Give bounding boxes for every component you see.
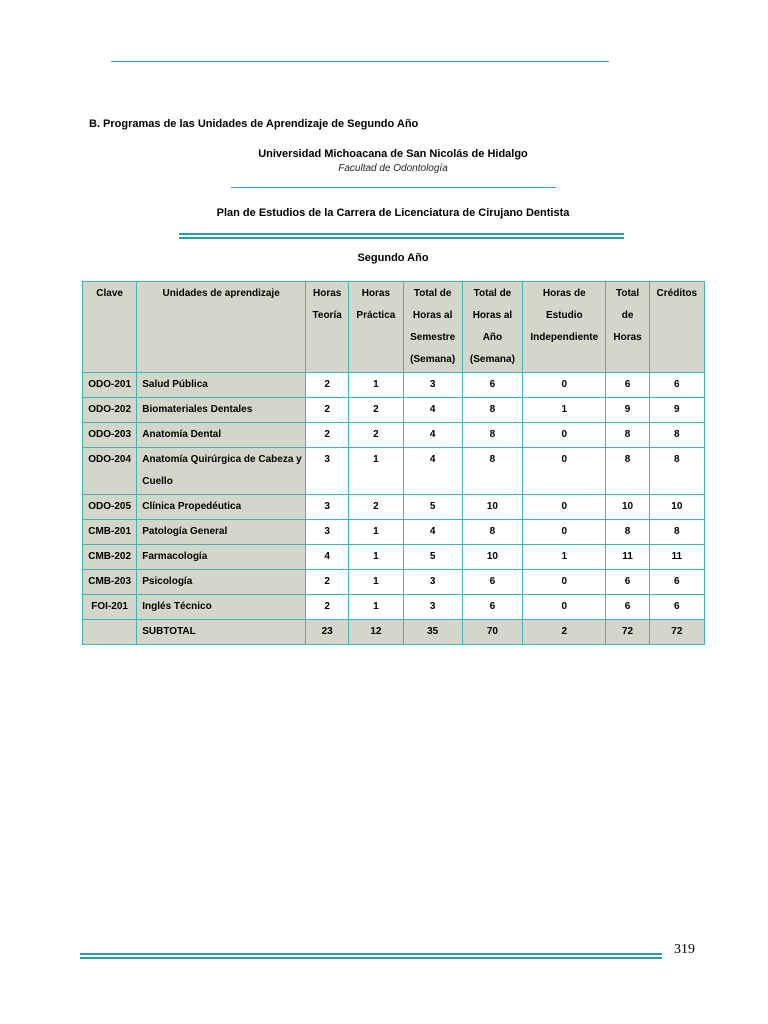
cell-unidad: Clínica Propedéutica xyxy=(137,495,306,520)
table-row xyxy=(83,570,705,595)
cell-horas-practica: 2 xyxy=(349,495,403,520)
cell-horas-practica: 2 xyxy=(349,423,403,448)
cell-clave: CMB-201 xyxy=(83,520,137,545)
cell-unidad: Inglés Técnico xyxy=(137,595,306,620)
cell-total-semestre: 3 xyxy=(403,373,462,398)
cell-creditos: 8 xyxy=(649,448,704,495)
university-name: Universidad Michoacana de San Nicolás de Hidalgo xyxy=(258,148,528,160)
cell-total-semestre: 3 xyxy=(403,570,462,595)
cell-total-horas: 10 xyxy=(606,495,649,520)
cell-horas-teoria: 3 xyxy=(306,448,349,495)
table-row xyxy=(83,398,705,423)
cell-horas-practica: 2 xyxy=(349,398,403,423)
cell-clave: ODO-204 xyxy=(83,448,137,495)
cell-total-semestre: 4 xyxy=(403,423,462,448)
cell-clave: CMB-202 xyxy=(83,545,137,570)
year-title: Segundo Año xyxy=(357,252,429,264)
table-row xyxy=(83,545,705,570)
cell-horas-practica: 1 xyxy=(349,595,403,620)
header-estudio-independiente: Horas de Estudio Independiente xyxy=(523,282,606,373)
cell-creditos: 8 xyxy=(649,423,704,448)
cell-total-semestre: 35 xyxy=(403,620,462,645)
cell-unidad: Farmacología xyxy=(137,545,306,570)
cell-total-anio: 8 xyxy=(462,448,522,495)
cell-estudio-independiente: 2 xyxy=(523,620,606,645)
cell-unidad: Anatomía Quirúrgica de Cabeza y Cuello xyxy=(137,448,306,495)
table-header-row xyxy=(83,282,705,373)
cell-clave xyxy=(83,620,137,645)
cell-total-horas: 6 xyxy=(606,570,649,595)
cell-creditos: 6 xyxy=(649,595,704,620)
cell-total-horas: 9 xyxy=(606,398,649,423)
cell-estudio-independiente: 0 xyxy=(523,495,606,520)
header-clave: Clave xyxy=(83,282,137,373)
cell-creditos: 6 xyxy=(649,570,704,595)
cell-total-anio: 8 xyxy=(462,398,522,423)
cell-horas-teoria: 2 xyxy=(306,570,349,595)
cell-horas-teoria: 2 xyxy=(306,398,349,423)
cell-estudio-independiente: 0 xyxy=(523,448,606,495)
cell-horas-practica: 12 xyxy=(349,620,403,645)
header-horas-teoria: Horas Teoría xyxy=(306,282,349,373)
cell-total-anio: 6 xyxy=(462,373,522,398)
cell-creditos: 72 xyxy=(649,620,704,645)
cell-unidad: Salud Pública xyxy=(137,373,306,398)
cell-horas-practica: 1 xyxy=(349,448,403,495)
cell-clave: ODO-205 xyxy=(83,495,137,520)
cell-horas-teoria: 2 xyxy=(306,423,349,448)
cell-unidad: Psicología xyxy=(137,570,306,595)
table-row xyxy=(83,423,705,448)
footer-double-rule xyxy=(80,953,662,959)
cell-total-horas: 8 xyxy=(606,423,649,448)
cell-total-anio: 70 xyxy=(462,620,522,645)
cell-total-semestre: 4 xyxy=(403,448,462,495)
cell-horas-teoria: 2 xyxy=(306,595,349,620)
cell-unidad: SUBTOTAL xyxy=(137,620,306,645)
cell-estudio-independiente: 0 xyxy=(523,520,606,545)
cell-creditos: 11 xyxy=(649,545,704,570)
cell-creditos: 10 xyxy=(649,495,704,520)
cell-total-horas: 11 xyxy=(606,545,649,570)
cell-total-horas: 6 xyxy=(606,595,649,620)
curriculum-table xyxy=(82,281,705,645)
header-rule xyxy=(231,187,556,188)
cell-total-semestre: 3 xyxy=(403,595,462,620)
cell-clave: ODO-203 xyxy=(83,423,137,448)
cell-estudio-independiente: 0 xyxy=(523,423,606,448)
cell-total-anio: 10 xyxy=(462,545,522,570)
cell-total-anio: 8 xyxy=(462,423,522,448)
cell-total-semestre: 5 xyxy=(403,545,462,570)
cell-total-semestre: 5 xyxy=(403,495,462,520)
table-row xyxy=(83,520,705,545)
cell-creditos: 6 xyxy=(649,373,704,398)
cell-horas-practica: 1 xyxy=(349,570,403,595)
subtotal-row xyxy=(83,620,705,645)
cell-horas-teoria: 3 xyxy=(306,495,349,520)
cell-unidad: Biomateriales Dentales xyxy=(137,398,306,423)
cell-estudio-independiente: 0 xyxy=(523,595,606,620)
cell-estudio-independiente: 0 xyxy=(523,373,606,398)
cell-horas-practica: 1 xyxy=(349,373,403,398)
cell-total-anio: 6 xyxy=(462,570,522,595)
header-total-horas: Total de Horas xyxy=(606,282,649,373)
header-horas-practica: Horas Práctica xyxy=(349,282,403,373)
top-rule xyxy=(111,61,609,62)
cell-total-semestre: 4 xyxy=(403,520,462,545)
faculty-name: Facultad de Odontología xyxy=(338,163,448,174)
cell-total-horas: 8 xyxy=(606,448,649,495)
cell-estudio-independiente: 1 xyxy=(523,545,606,570)
cell-total-anio: 6 xyxy=(462,595,522,620)
cell-total-horas: 6 xyxy=(606,373,649,398)
cell-horas-teoria: 23 xyxy=(306,620,349,645)
cell-estudio-independiente: 0 xyxy=(523,570,606,595)
cell-horas-teoria: 3 xyxy=(306,520,349,545)
cell-clave: CMB-203 xyxy=(83,570,137,595)
cell-clave: ODO-202 xyxy=(83,398,137,423)
cell-unidad: Anatomía Dental xyxy=(137,423,306,448)
cell-total-anio: 10 xyxy=(462,495,522,520)
cell-total-anio: 8 xyxy=(462,520,522,545)
section-heading: B. Programas de las Unidades de Aprendizaje de Segundo Año xyxy=(89,118,419,130)
table-row xyxy=(83,495,705,520)
table-row xyxy=(83,595,705,620)
cell-estudio-independiente: 1 xyxy=(523,398,606,423)
header-creditos: Créditos xyxy=(649,282,704,373)
cell-clave: ODO-201 xyxy=(83,373,137,398)
cell-clave: FOI-201 xyxy=(83,595,137,620)
plan-double-rule xyxy=(179,233,624,239)
plan-title: Plan de Estudios de la Carrera de Licenciatura de Cirujano Dentista xyxy=(216,207,570,219)
table-row xyxy=(83,373,705,398)
cell-total-horas: 72 xyxy=(606,620,649,645)
cell-creditos: 9 xyxy=(649,398,704,423)
page-number: 319 xyxy=(674,942,695,957)
cell-total-horas: 8 xyxy=(606,520,649,545)
cell-unidad: Patología General xyxy=(137,520,306,545)
cell-horas-teoria: 2 xyxy=(306,373,349,398)
cell-horas-practica: 1 xyxy=(349,545,403,570)
cell-horas-practica: 1 xyxy=(349,520,403,545)
header-unidades: Unidades de aprendizaje xyxy=(137,282,306,373)
header-total-anio: Total de Horas al Año (Semana) xyxy=(462,282,522,373)
table-row xyxy=(83,448,705,495)
cell-horas-teoria: 4 xyxy=(306,545,349,570)
cell-total-semestre: 4 xyxy=(403,398,462,423)
header-total-semestre: Total de Horas al Semestre (Semana) xyxy=(403,282,462,373)
cell-creditos: 8 xyxy=(649,520,704,545)
